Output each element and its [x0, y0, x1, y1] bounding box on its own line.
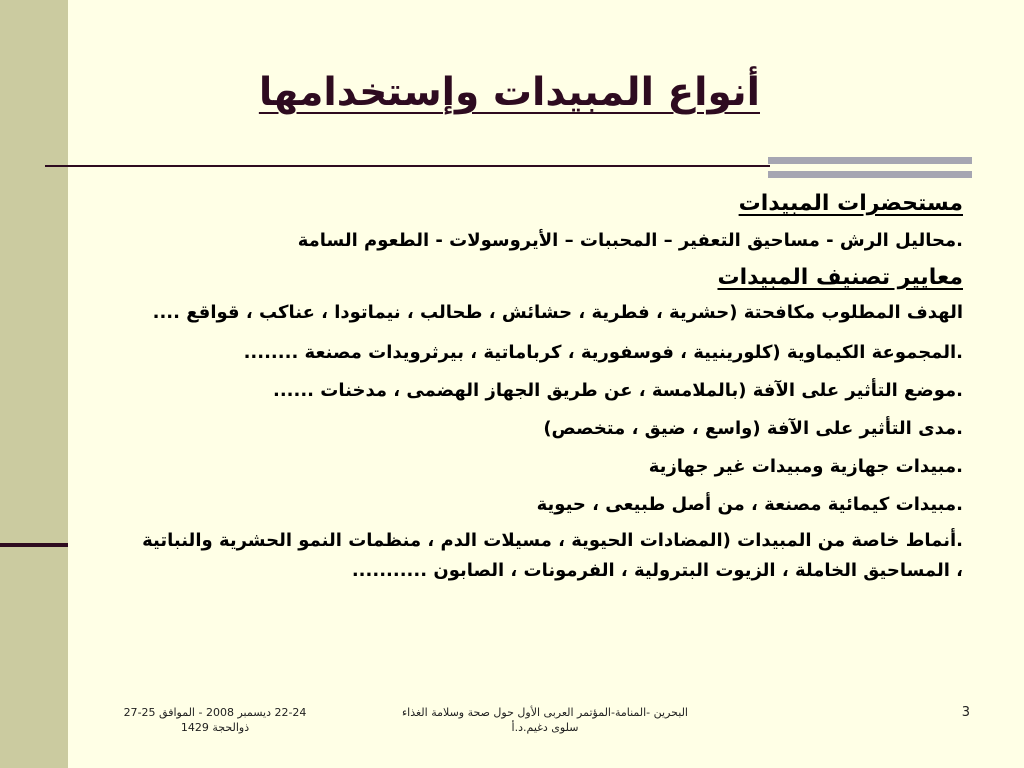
footer-date: 22-24 ديسمبر 2008 - الموافق 25-27 ذوالحجة 1429: [123, 706, 307, 734]
classification-item-site-of-action: .موضع التأثير على الآفة (بالملامسة ، عن طريق الجهاز الهضمى ، مدخنات ......: [272, 380, 963, 401]
classification-item-special-types: .أنماط خاصة من المبيدات (المضادات الحيوية ، مسيلات الدم ، منظمات النمو الحشرية والنباتية ، المساحيق الخاملة ، الزيوت البترولية ، الفرمونات ، الصابون ...........: [142, 530, 963, 581]
classification-item-chemical-group: .المجموعة الكيماوية (كلورينيية ، فوسفورية ، كرباماتية ، بيرثرويدات مصنعة ........: [243, 342, 963, 363]
classification-item-origin: .مبيدات كيمائية مصنعة ، من أصل طبيعى ، حيوية: [536, 494, 963, 515]
side-divider: [0, 543, 68, 547]
section-heading-classification: معايير تصنيف المبيدات: [717, 265, 963, 290]
classification-item-range: .مدى التأثير على الآفة (واسع ، ضيق ، متخصص): [543, 418, 963, 439]
footer-event: البحرين -المنامة-المؤتمر العربى الأول حول صحة وسلامة الغذاء سلوى دغيم.د.أ: [402, 706, 688, 734]
slide-content: [135, 186, 963, 681]
section-heading-formulations: مستحضرات المبيدات: [738, 191, 963, 216]
formulations-item: .محاليل الرش - مساحيق التعفير – المحببات – الأيروسولات - الطعوم السامة: [297, 230, 963, 251]
accent-bar-bottom: [768, 171, 972, 178]
page-number: 3: [961, 705, 970, 720]
side-band: [0, 0, 68, 768]
slide-title: أنواع المبيدات وإستخدامها: [258, 70, 760, 115]
classification-item-target: الهدف المطلوب مكافحتة (حشرية ، فطرية ، حشائش ، طحالب ، نيماتودا ، عناكب ، قواقع ....: [152, 302, 963, 323]
accent-bar-top: [768, 157, 972, 164]
title-divider: [45, 165, 770, 167]
classification-item-systemic: .مبيدات جهازية ومبيدات غير جهازية: [648, 456, 963, 477]
